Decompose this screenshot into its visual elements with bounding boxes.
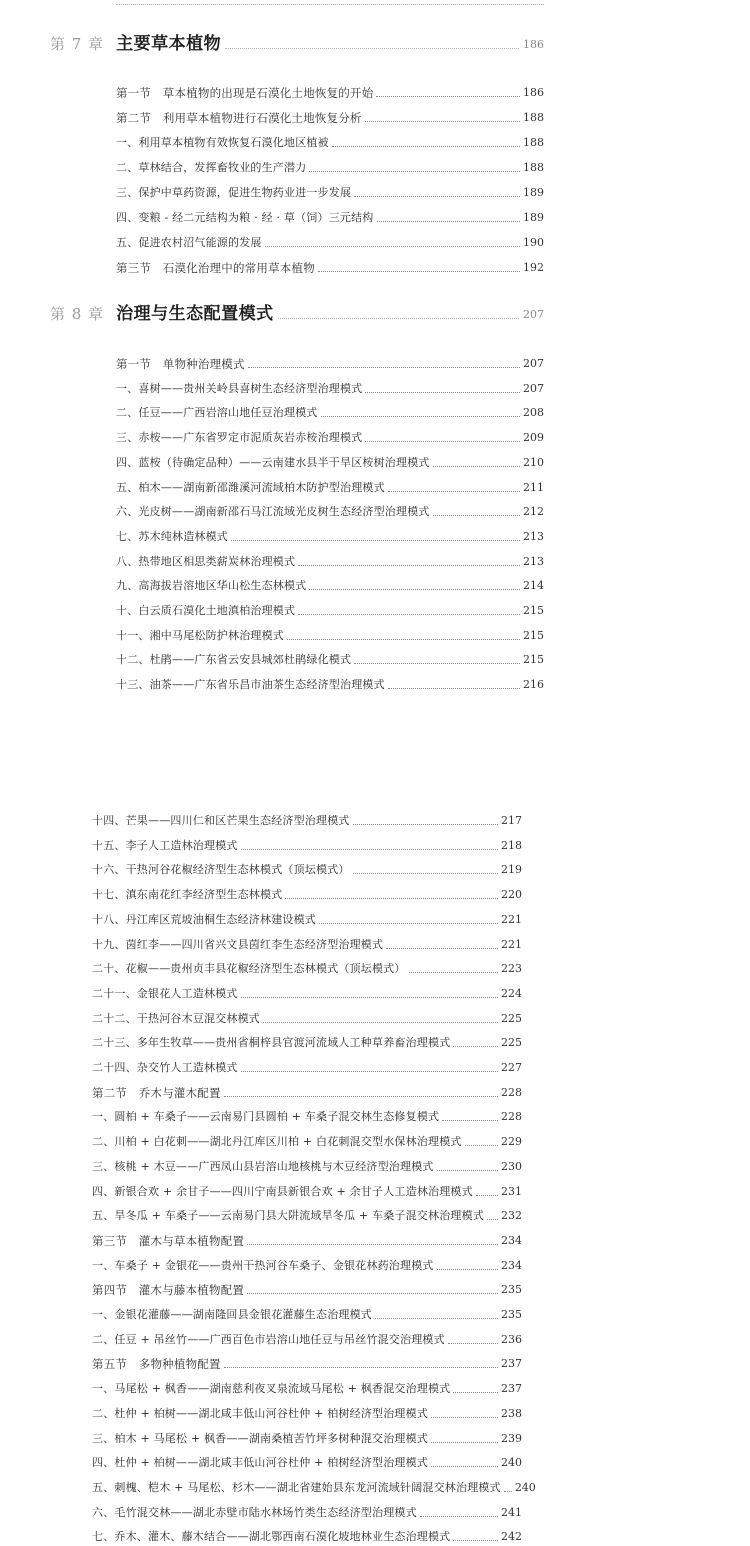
toc-item-row (116, 621, 544, 643)
entry-title: 十一、湘中马尾松防护林治理模式 (116, 628, 284, 642)
dot-leader (442, 1120, 498, 1121)
page-number: 188 (523, 136, 544, 149)
dot-leader (388, 688, 520, 689)
toc-item-row (116, 228, 544, 250)
entry-title: 第一节 单物种治理模式 (116, 357, 245, 371)
dot-leader (278, 318, 519, 319)
toc-item-row (92, 1102, 522, 1124)
toc-item-row (92, 1448, 522, 1470)
page-number: 221 (501, 912, 522, 926)
entry-title: 第五节 多物种植物配置 (92, 1357, 221, 1372)
toc-section-row (116, 349, 544, 371)
page-number: 230 (501, 1159, 522, 1173)
entry-title: 四、蓝桉（待确定品种）——云南建水县半干旱区桉树治理模式 (116, 455, 430, 469)
entry-title: 九、高海拔岩溶地区华山松生态林模式 (116, 579, 307, 593)
chapter-label: 第 8 章 (50, 305, 105, 323)
entry-title: 六、毛竹混交林——湖北赤壁市陆水林场竹类生态经济型治理模式 (92, 1505, 417, 1519)
entry-title: 三、柏木 + 马尾松 + 枫香——湖南桑植苦竹坪多树种混交治理模式 (92, 1431, 429, 1445)
toc-item-row (92, 1251, 522, 1273)
page-number: 238 (501, 1406, 522, 1420)
toc-item-row (92, 1127, 522, 1149)
page-number: 188 (523, 161, 544, 174)
dot-leader (365, 121, 520, 122)
dot-leader (309, 171, 520, 172)
page-number: 210 (523, 455, 544, 469)
toc-item-row (92, 905, 522, 927)
entry-title: 一、车桑子 + 金银花——贵州干热河谷车桑子、金银花林药治理模式 (92, 1258, 434, 1272)
dot-leader (453, 1046, 498, 1047)
entry-title: 一、马尾松 + 枫香——湖南慈利夜叉泉流域马尾松 + 枫香混交治理模式 (92, 1382, 451, 1396)
dot-leader (353, 824, 498, 825)
page-number: 207 (523, 308, 544, 321)
dot-leader (431, 1442, 498, 1443)
toc-section-row (116, 103, 544, 125)
entry-title: 第三节 石漠化治理中的常用草本植物 (116, 261, 315, 275)
toc-item-row (116, 596, 544, 618)
toc-item-row (92, 855, 522, 877)
toc-item-row (92, 1201, 522, 1223)
toc-item-row (92, 880, 522, 902)
entry-title: 一、喜树——贵州关岭县喜树生态经济型治理模式 (116, 381, 363, 395)
entry-title: 一、利用草本植物有效恢复石漠化地区植被 (116, 136, 329, 149)
chapter-label: 第 7 章 (50, 35, 105, 53)
entry-title: 第三节 灌木与草本植物配置 (92, 1233, 245, 1248)
entry-title: 二十、花椒——贵州贞丰县花椒经济型生态林模式（顶坛模式） (92, 962, 406, 976)
entry-title: 二、川柏 + 白花刺——湖北丹江库区川柏 + 白花刺混交型水保林治理模式 (92, 1135, 462, 1149)
toc-item-row (92, 1053, 522, 1075)
page-number: 215 (523, 628, 544, 642)
entry-title: 十六、干热河谷花椒经济型生态林模式（顶坛模式） (92, 863, 350, 877)
toc-item-row (116, 448, 544, 470)
toc-item-row (116, 128, 544, 150)
toc-item-row (116, 670, 544, 692)
page-number: 232 (501, 1209, 522, 1223)
page-number: 231 (501, 1184, 522, 1198)
page-number: 234 (501, 1258, 522, 1272)
dot-leader (476, 1195, 498, 1196)
toc-item-row (92, 1374, 522, 1396)
page-number: 237 (501, 1357, 522, 1371)
toc-item-row (92, 979, 522, 1001)
dot-leader (321, 416, 520, 417)
chapter-8-heading (50, 298, 544, 324)
dot-leader (354, 663, 520, 664)
toc-item-row (92, 1473, 536, 1495)
dot-leader (465, 1145, 498, 1146)
entry-title: 四、变粮 - 经二元结构为粮 · 经 · 草（饲）三元结构 (116, 211, 374, 224)
page-number: 225 (501, 1036, 522, 1050)
page-number: 229 (501, 1135, 522, 1149)
page-number: 207 (523, 357, 544, 370)
page-number: 240 (501, 1456, 522, 1470)
dot-leader (332, 146, 520, 147)
toc-item-row (92, 1028, 522, 1050)
entry-title: 一、圆柏 + 车桑子——云南易门县圆柏 + 车桑子混交林生态修复模式 (92, 1110, 440, 1124)
dot-leader (318, 271, 520, 272)
dot-leader (487, 1219, 498, 1220)
entry-title: 十、白云质石漠化土地滇柏治理模式 (116, 604, 296, 617)
entry-title: 二、任豆——广西岩溶山地任豆治理模式 (116, 406, 318, 420)
page-number: 192 (523, 261, 544, 274)
entry-title: 五、柏木——湖南新邵潍溪河流域柏木防护型治理模式 (116, 480, 385, 494)
page-number: 235 (501, 1308, 522, 1321)
entry-title: 第四节 灌木与藤本植物配置 (92, 1283, 245, 1298)
page-number: 216 (523, 678, 544, 692)
toc-item-row (92, 1177, 522, 1199)
page-number: 207 (523, 381, 544, 395)
page-number: 188 (523, 111, 544, 124)
entry-title: 八、热带地区相思类薪炭林治理模式 (116, 554, 296, 568)
toc-item-row (92, 1498, 522, 1520)
page-number: 225 (501, 1011, 522, 1025)
toc-section-row (116, 78, 544, 100)
dot-leader (309, 589, 520, 590)
entry-title: 二十二、干热河谷木豆混交林模式 (92, 1011, 260, 1025)
entry-title: 十九、茵红李——四川省兴文县茵红李生态经济型治理模式 (92, 937, 384, 951)
entry-title: 第二节 利用草本植物进行石漠化土地恢复分析 (116, 111, 362, 125)
dot-leader (263, 1022, 498, 1023)
entry-title: 二、杜仲 + 柏树——湖北咸丰低山河谷杜仲 + 柏树经济型治理模式 (92, 1406, 429, 1420)
page-number: 240 (514, 1480, 536, 1494)
dot-leader (453, 1392, 498, 1393)
entry-title: 十三、油茶——广东省乐昌市油茶生态经济型治理模式 (116, 678, 385, 692)
toc-item-row (116, 522, 544, 544)
page-number: 235 (501, 1283, 522, 1297)
page-number: 218 (501, 838, 522, 852)
entry-title: 二十一、金银花人工造林模式 (92, 986, 238, 1000)
toc-item-row (92, 1399, 522, 1421)
entry-title: 十四、芒果——四川仁和区芒果生态经济型治理模式 (92, 814, 350, 827)
entry-title: 五、旱冬瓜 + 车桑子——云南易门县大阱流域旱冬瓜 + 车桑子混交林治理模式 (92, 1209, 485, 1223)
dot-leader (375, 1318, 498, 1319)
chapter-title: 主要草本植物 (116, 34, 222, 54)
page-number: 213 (523, 554, 544, 568)
toc-item-row (116, 571, 544, 593)
dot-leader (241, 849, 498, 850)
entry-title: 五、刺槐、桤木 + 马尾松、杉木——湖北省建始县东龙河流域针阔混交林治理模式 (92, 1480, 501, 1494)
dot-leader (433, 515, 520, 516)
toc-item-row (116, 473, 544, 495)
toc-section-row (116, 253, 544, 275)
dot-leader (388, 491, 520, 492)
page-number: 219 (501, 863, 522, 877)
dot-leader (225, 48, 519, 49)
entry-title: 六、光皮树——湖南新邵石马江流域光皮树生态经济型治理模式 (116, 505, 430, 519)
toc-item-row (116, 398, 544, 420)
entry-title: 七、苏木纯林造林模式 (116, 529, 228, 543)
page-number: 220 (501, 888, 522, 902)
page-number: 212 (523, 505, 544, 519)
toc-item-row (92, 1325, 522, 1347)
toc-item-row (116, 153, 544, 175)
toc-item-row (92, 1522, 522, 1544)
page-number: 213 (523, 529, 544, 543)
page-number: 223 (501, 962, 522, 976)
page-number: 227 (501, 1061, 522, 1074)
dot-leader (376, 96, 520, 97)
entry-title: 五、促进农村沼气能源的发展 (116, 236, 262, 249)
entry-title: 三、核桃 + 木豆——广西凤山县岩溶山地核桃与木豆经济型治理模式 (92, 1159, 434, 1173)
dot-leader (504, 1491, 512, 1492)
page-number: 208 (523, 406, 544, 420)
dot-leader (437, 1170, 498, 1171)
page-number: 239 (501, 1431, 522, 1445)
page-number: 228 (501, 1085, 522, 1099)
page-number: 214 (523, 579, 544, 593)
toc-item-row (92, 1152, 522, 1174)
entry-title: 二、任豆 + 吊丝竹——广西百色市岩溶山地任豆与吊丝竹混交治理模式 (92, 1332, 445, 1346)
entry-title: 三、保护中草药资源，促进生物药业进一步发展 (116, 186, 352, 199)
entry-title: 三、赤桉——广东省罗定市泥质灰岩赤桉治理模式 (116, 431, 363, 445)
toc-item-row (92, 954, 522, 976)
dot-leader (420, 1516, 498, 1517)
toc-section-row (92, 1275, 522, 1297)
dot-leader (365, 441, 520, 442)
entry-title: 第二节 乔木与灌木配置 (92, 1085, 221, 1100)
page-number: 215 (523, 653, 544, 667)
dot-leader (298, 565, 520, 566)
page-number: 224 (501, 986, 522, 1000)
cut-off-entry (116, 0, 544, 5)
toc-page-1 (0, 0, 750, 720)
page-number: 186 (523, 38, 544, 51)
dot-leader (354, 196, 520, 197)
entry-title: 七、乔木、灌木、藤木结合——湖北鄂西南石漠化坡地林业生态治理模式 (92, 1530, 451, 1544)
entry-title: 二十三、多年生牧草——贵州省桐梓县官渡河流域人工种草养畜治理模式 (92, 1036, 451, 1050)
dot-leader (224, 1367, 498, 1368)
page-number: 215 (523, 604, 544, 617)
toc-section-row (92, 1078, 522, 1100)
toc-item-row (116, 178, 544, 200)
dot-leader (241, 997, 498, 998)
page-number: 237 (501, 1382, 522, 1396)
page-number: 211 (523, 480, 544, 494)
page-number: 217 (501, 814, 522, 827)
page-number: 234 (501, 1233, 522, 1247)
page-number: 221 (501, 937, 522, 951)
page-number: 242 (501, 1530, 522, 1544)
dot-leader (319, 923, 498, 924)
dot-leader (247, 1244, 498, 1245)
toc-item-row (92, 831, 522, 853)
dot-leader (448, 1343, 498, 1344)
page-number: 186 (523, 86, 544, 99)
dot-leader (287, 639, 520, 640)
toc-item-row (116, 547, 544, 569)
toc-item-row (92, 930, 522, 952)
dot-leader (453, 1540, 498, 1541)
entry-title: 四、杜仲 + 柏树——湖北咸丰低山河谷杜仲 + 柏树经济型治理模式 (92, 1456, 429, 1470)
dot-leader (431, 1417, 498, 1418)
entry-title: 第一节 草本植物的出现是石漠化土地恢复的开始 (116, 86, 374, 100)
entry-title: 十五、李子人工造林治理模式 (92, 838, 238, 852)
dot-leader (353, 873, 498, 874)
toc-section-row (92, 1226, 522, 1248)
toc-item-row (92, 1424, 522, 1446)
page-number: 236 (501, 1332, 522, 1346)
dot-leader (247, 1293, 498, 1294)
page-number: 241 (501, 1505, 522, 1519)
entry-title: 一、金银花灌藤——湖南隆回县金银花灌藤生态治理模式 (92, 1308, 372, 1321)
dot-leader (241, 1071, 498, 1072)
toc-section-row (92, 1349, 522, 1371)
dot-leader (431, 1466, 498, 1467)
page-number: 189 (523, 186, 544, 199)
chapter-title: 治理与生态配置模式 (116, 304, 274, 324)
dot-leader (298, 614, 520, 615)
dot-leader (224, 1096, 498, 1097)
dot-leader (231, 540, 520, 541)
toc-item-row (116, 645, 544, 667)
page-number: 190 (523, 236, 544, 249)
toc-item-row (92, 806, 522, 828)
dot-leader (386, 948, 498, 949)
entry-title: 二、草林结合，发挥畜牧业的生产潜力 (116, 161, 307, 174)
entry-title: 二十四、杂交竹人工造林模式 (92, 1061, 238, 1074)
toc-item-row (116, 374, 544, 396)
toc-page-2 (0, 800, 750, 1546)
dot-leader (433, 466, 520, 467)
entry-title: 十七、滇东南花红李经济型生态林模式 (92, 888, 283, 902)
dot-leader (265, 246, 520, 247)
dot-leader (377, 221, 521, 222)
dot-leader (409, 972, 498, 973)
dot-leader (437, 1269, 498, 1270)
entry-title: 十八、丹江库区荒坡油桐生态经济林建设模式 (92, 912, 316, 926)
dot-leader (365, 392, 520, 393)
toc-item-row (116, 497, 544, 519)
toc-item-row (116, 423, 544, 445)
chapter-7-heading (50, 28, 544, 54)
toc-item-row (92, 1300, 522, 1322)
page-number: 189 (523, 211, 544, 224)
page-number: 209 (523, 431, 544, 445)
entry-title: 十二、杜鹃——广东省云安县城郊杜鹃绿化模式 (116, 653, 352, 667)
toc-item-row (92, 1004, 522, 1026)
entry-title: 四、新银合欢 + 余甘子——四川宁南县新银合欢 + 余甘子人工造林治理模式 (92, 1184, 473, 1198)
dot-leader (285, 898, 498, 899)
page-number: 228 (501, 1110, 522, 1124)
toc-item-row (116, 203, 544, 225)
dot-leader (248, 367, 520, 368)
